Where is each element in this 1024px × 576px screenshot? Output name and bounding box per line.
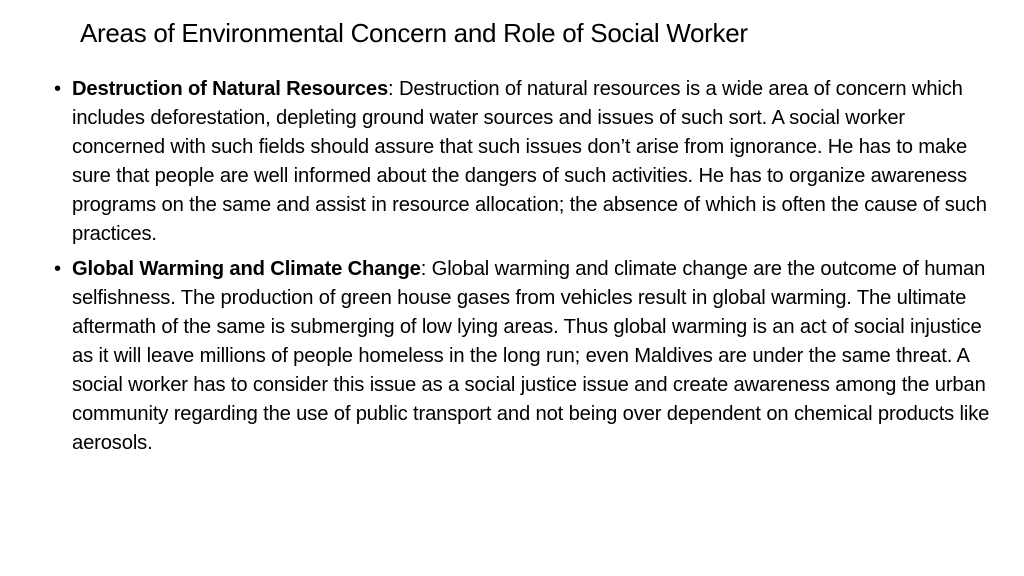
bullet-item-destruction-of-natural-resources [50, 75, 990, 249]
bullet-heading: Global Warming and Climate Change [72, 258, 421, 280]
bullet-separator: : [388, 78, 399, 100]
bullet-item-global-warming-and-climate-change [50, 255, 990, 458]
bullet-separator: : [420, 258, 432, 280]
bullet-body: Global warming and climate change are the outcome of human selfishness. The production of green house gases from vehicles result in global warming. The ultimate aftermath of the same is submerging of low lying areas. Thus global warming is an act of social injustice as it will leave millions of people homeless in the long run; even Maldives are under the same threat. A social worker has to consider this issue as a social justice issue and create awareness among the urban community regarding the use of public transport and not being over dependent on chemical products like aerosols. [72, 258, 990, 454]
bullet-dot-icon: • [54, 78, 61, 100]
bullet-heading: Destruction of Natural Resources [72, 78, 389, 100]
bullet-dot-icon: • [54, 258, 61, 280]
bullet-body: Destruction of natural resources is a wide area of concern which includes deforestation, depleting ground water sources and issues of such sort. A social worker concerned with such fields should assure that such issues don’t arise from ignorance. He has to make sure that people are well informed about the dangers of such activities. He has to organize awareness programs on the same and assist in resource allocation; the absence of which is often the cause of such practices. [72, 78, 987, 245]
slide-title: Areas of Environmental Concern and Role of Social Worker [80, 18, 748, 48]
bullet-list [50, 75, 990, 464]
